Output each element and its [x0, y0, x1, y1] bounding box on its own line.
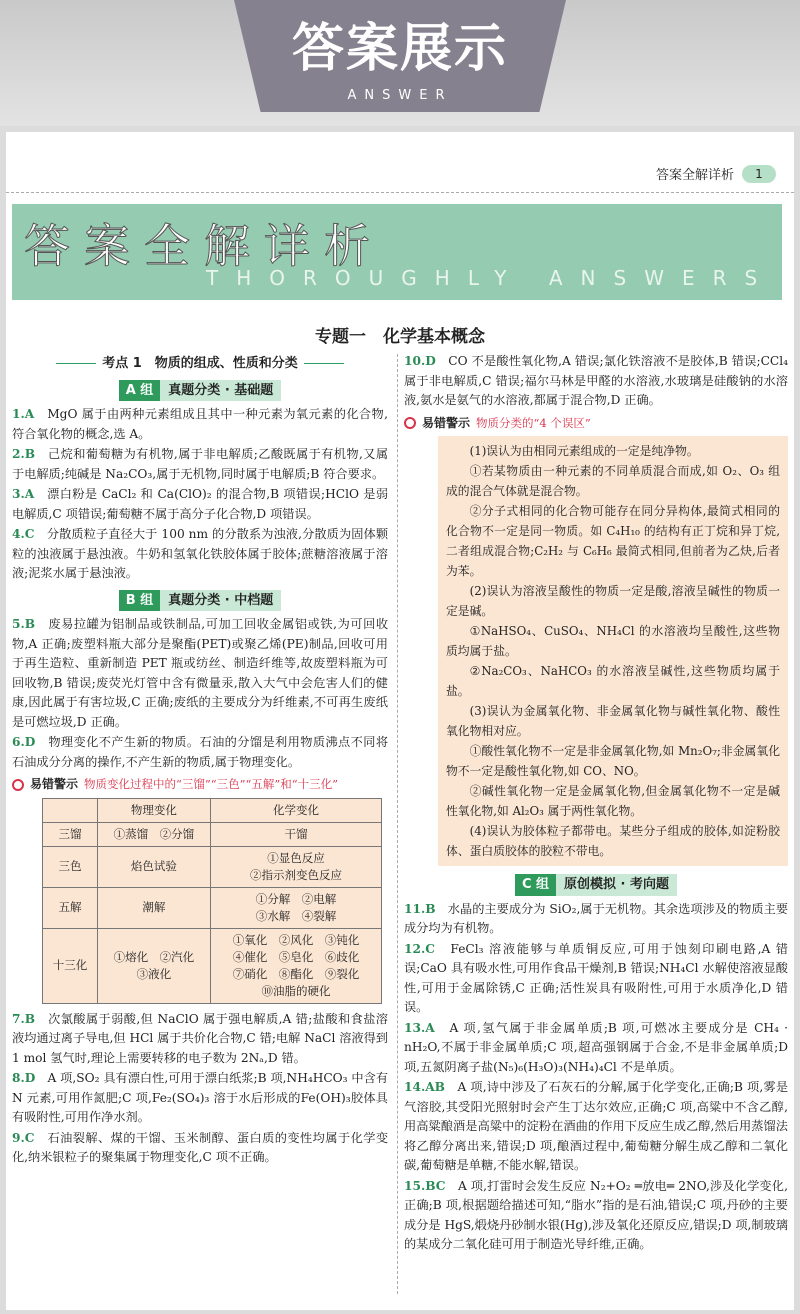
change-type-table: 物理变化 化学变化 三馏 ①蒸馏 ②分馏 干馏 三色 焰色试验 ①显色反应 ②指示剂变色反应 五解 潮解 ①分解 ②电解 ③水解 ④裂解 十三化 ①熔化 ②汽化 ③液化 ①氧化 ②风化 ③钝化 ④催化 ⑤皂化 ⑥歧化 ⑦硝化 ⑧酯化 ⑨裂化 ⑩油脂的硬化 [42, 798, 382, 1004]
group-tag: B 组 [119, 590, 160, 612]
question-item: 12.C FeCl₃ 溶液能够与单质铜反应,可用于蚀刻印刷电路,A 错误;CaO 具有吸水性,可用作食品干燥剂,B 错误;NH₄Cl 水解使溶液显酸性,可用于金属除锈,C 正确;活性炭具有吸附性,可用于水质净化,D 错误。 [404, 941, 788, 1014]
page-header [656, 164, 776, 183]
header-divider [6, 192, 794, 193]
kaodian-label: 考点 1 物质的组成、性质和分类 [102, 356, 298, 371]
question-item: 10.D CO 不是酸性氧化物,A 错误;氯化铁溶液不是胶体,B 错误;CCl₄ 属于非电解质,C 错误;福尔马林是甲醛的水溶液,水玻璃是硅酸钠的水溶液,氨水是氨气的水溶液,都属于混合物,D 正确。 [404, 354, 789, 407]
answer-banner [0, 0, 800, 126]
warning-icon [404, 417, 416, 429]
misconception-box: (1)误认为由相同元素组成的一定是纯净物。 ①若某物质由一种元素的不同单质混合而成,如 O₂、O₃ 组成的混合气体就是混合物。 ②分子式相同的化合物可能存在同分异构体,最简式相同的化合物不一定是同一物质。如 C₄H₁₀ 的结构有正丁烷和异丁烷,二者组成混合物;C₂H₂ 与 C₆H₆ 最简式相同,但前者为乙炔,后者为苯。 (2)误认为溶液呈酸性的物质一定是酸,溶液呈碱性的物质一定是碱。 ①NaHSO₄、CuSO₄、NH₄Cl 的水溶液均呈酸性,这些物质均属于盐。 ②Na₂CO₃、NaHCO₃ 的水溶液呈碱性,这些物质均属于盐。 (3)误认为金属氧化物、非金属氧化物与碱性氧化物、酸性氧化物相对应。 ①酸性氧化物不一定是非金属氧化物,如 Mn₂O₇;非金属氧化物不一定是酸性氧化物,如 CO、NO。 ②碱性氧化物一定是金属氧化物,但金属氧化物不一定是碱性氧化物,如 Al₂O₃ 属于两性氧化物。 (4)误认为胶体粒子都带电。某些分子组成的胶体,如淀粉胶体、蛋白质胶体的胶粒不带电。 [438, 436, 788, 866]
question-item: 3.A 漂白粉是 CaCl₂ 和 Ca(ClO)₂ 的混合物,B 项错误;HClO 是弱电解质,C 项错误;葡萄糖不属于高分子化合物,D 项错误。 [12, 487, 389, 521]
group-label: 真题分类 · 中档题 [160, 590, 281, 612]
question-item: 15.BC A 项,打雷时会发生反应 N₂+O₂ ═放电═ 2NO,涉及化学变化,正确;B 项,根据题给描述可知,“脂水”指的是石油,错误;C 项,丹砂的主要成分是 HgS,煅烧丹砂制水银(Hg),涉及氧化还原反应,错误;D 项,制玻璃的某成分二氧化硅可用于制造光导纤维,正确。 [404, 1178, 788, 1251]
question-item: 9.C 石油裂解、煤的干馏、玉米制醇、蛋白质的变性均属于化学变化,纳米银粒子的聚集属于物理变化,C 项不正确。 [12, 1130, 389, 1164]
warning-icon [12, 779, 24, 791]
left-column [12, 352, 388, 1169]
group-c-heading [404, 874, 788, 896]
question-item: 14.AB A 项,诗中涉及了石灰石的分解,属于化学变化,正确;B 项,雾是气溶胶,其受阳光照射时会产生丁达尔效应,正确;C 项,高粱中不含乙醇,用高粱酿酒是高粱中的淀粉在酒曲的作用下反应生成乙醇,然后用蒸馏法将乙醇分离出来,错误;D 项,酿酒过程中,葡萄糖分解生成乙醇和二氧化碳,葡萄糖是单糖,不能水解,错误。 [404, 1080, 789, 1172]
question-item: 2.B 己烷和葡萄糖为有机物,属于非电解质;乙酸既属于有机物,又属于电解质;纯碱是 Na₂CO₃,属于无机物,同时属于电解质;B 符合要求。 [12, 447, 389, 481]
page-subtitle: THOROUGHLY ANSWERS [206, 266, 776, 290]
column-divider [397, 354, 398, 1294]
question-item: 7.B 次氯酸属于弱酸,但 NaClO 属于强电解质,A 错;盐酸和食盐溶液均通过离子导电,但 HCl 属于共价化合物,C 错;电解 NaCl 溶液得到 1 mol 氢气时,理论上需要转移的电子数为 2Nₐ,D 错。 [12, 1011, 388, 1065]
question-item: 4.C 分散质粒子直径大于 100 nm 的分散系为浊液,分散质为固体颗粒的浊液属于悬浊液。牛奶和氢氧化铁胶体属于胶体;蔗糖溶液属于溶液;泥浆水属于悬浊液。 [12, 527, 389, 580]
warning-heading: 易错警示 物质分类的“4 个误区” [404, 414, 788, 434]
topic-heading: 专题一 化学基本概念 [315, 327, 485, 347]
warning-heading: 易错警示 物质变化过程中的“三馏”“三色”“五解”和“十三化” [12, 775, 388, 795]
header-label: 答案全解详析 [655, 168, 734, 183]
page-number: 1 [742, 165, 776, 183]
question-item: 8.D A 项,SO₂ 具有漂白性,可用于漂白纸浆;B 项,NH₄HCO₃ 中含有 N 元素,可用作氮肥;C 项,Fe₂(SO₄)₃ 溶于水后形成的Fe(OH)₃胶体具有吸附性,可用作净水剂。 [12, 1071, 389, 1124]
banner-title: 答案展示 [291, 19, 508, 79]
group-tag: A 组 [119, 380, 161, 402]
group-b-heading [12, 590, 388, 612]
group-label: 原创模拟 · 考向题 [556, 874, 677, 896]
question-item: 1.A MgO 属于由两种元素组成且其中一种元素为氧元素的化合物,符合氧化物的概念,选 A。 [12, 407, 388, 441]
question-item: 11.B 水晶的主要成分为 SiO₂,属于无机物。其余选项涉及的物质主要成分均为有机物。 [404, 901, 789, 935]
question-item: 6.D 物理变化不产生新的物质。石油的分馏是利用物质沸点不同将石油成分分离的操作,不产生新的物质,属于物理变化。 [12, 735, 389, 769]
page-title: 答案全解详析 [24, 219, 384, 273]
banner-subtitle: ANSWER [347, 88, 453, 103]
group-a-heading [12, 380, 388, 402]
group-label: 真题分类 · 基础题 [160, 380, 281, 402]
answer-page [6, 132, 794, 1310]
kaodian-heading [12, 354, 388, 374]
question-item: 13.A A 项,氢气属于非金属单质;B 项,可燃冰主要成分是 CH₄ · nH₂O,不属于非金属单质;C 项,超高强钢属于合金,不是非金属单质;D 项,五氮阴离子盐(N₅)₆(H₃O)₃(NH₄)₄Cl 不是单质。 [404, 1020, 789, 1074]
question-item: 5.B 废易拉罐为铝制品或铁制品,可加工回收金属铝或铁,为可回收物,A 正确;废塑料瓶大部分是聚酯(PET)或聚乙烯(PE)制品,回收可用于再生造粒、重新制造 PET 瓶或纺丝、制造纤维等,故废塑料瓶为可回收物,B 错误;废荧光灯管中含有微量汞,散入大气中会危害人们的健康,因此属于有害垃圾,C 正确;废纸的主要成分为纤维素,不可再生废纸是可燃垃圾,D 正确。 [12, 617, 389, 729]
group-tag: C 组 [515, 874, 556, 896]
right-column [404, 352, 788, 1256]
